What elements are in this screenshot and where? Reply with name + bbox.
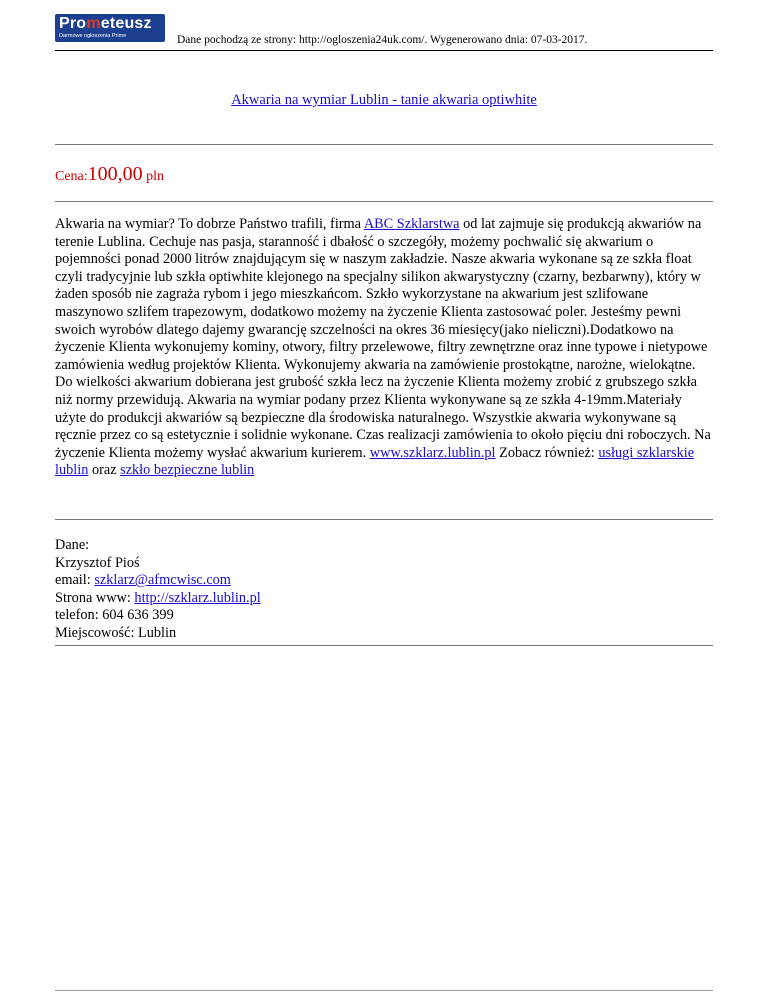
price-value: 100,00 bbox=[87, 163, 143, 185]
logo-wordmark bbox=[59, 15, 152, 33]
logo-wordmark-start: Pro bbox=[59, 15, 87, 32]
www-label: Strona www: bbox=[55, 589, 135, 606]
divider bbox=[55, 519, 713, 520]
header-divider bbox=[55, 50, 713, 51]
logo-tagline: Darmowe ogłoszenia Prime bbox=[59, 33, 127, 39]
source-line: Dane pochodzą ze strony: http://ogloszenia24uk.com/. Wygenerowano dnia: 07-03-2017. bbox=[177, 34, 588, 46]
listing-title-link[interactable]: Akwaria na wymiar Lublin - tanie akwaria optiwhite bbox=[231, 92, 537, 108]
email-link[interactable]: szklarz@afmcwisc.com bbox=[94, 572, 231, 589]
contact-heading: Dane: bbox=[55, 537, 90, 553]
logo-wordmark-accent: m bbox=[86, 15, 101, 32]
listing-title bbox=[0, 92, 768, 109]
divider bbox=[55, 144, 713, 145]
listing-description bbox=[55, 216, 713, 480]
contact-name: Krzysztof Pioś bbox=[55, 554, 140, 571]
description-text: Akwaria na wymiar? To dobrze Państwo trafili, firma bbox=[55, 216, 364, 232]
price-currency: pln bbox=[142, 169, 165, 184]
prometeusz-logo[interactable] bbox=[55, 14, 165, 42]
description-text: oraz bbox=[88, 462, 121, 479]
price bbox=[55, 163, 164, 186]
divider bbox=[55, 645, 713, 646]
contact-city: Miejscowość: Lublin bbox=[55, 624, 177, 641]
logo-wordmark-end: eteusz bbox=[100, 15, 152, 32]
contact-www-row bbox=[55, 590, 713, 608]
page-bottom-rule bbox=[55, 990, 713, 991]
contact-phone: telefon: 604 636 399 bbox=[55, 607, 174, 624]
description-text: od lat zajmuje się produkcją akwariów na terenie Lublina. Cechuje nas pasja, staranność i dbałość o szczegóły, możemy pochwalić się akwarium o pojemności ponad 2000 litrów znajdującym się w naszym zakładzie. Nasze akwaria wykonane są ze szkła float czyli tradycyjnie lub szkła optiwhite klejonego na specjalny silikon akwarystyczny (czarny, bezbarwny), który w żaden sposób nie zagraża rybom i jego mieszkańcom. Szkło wykorzystane na akwarium jest szlifowane maszynowo szlifem trapezowym, dodatkowo możemy na życzenie Klienta zastosować poler. Jesteśmy pewni swoich wyrobów dlatego dajemy gwarancję szczelności na okres 36 miesięcy(jako nieliczni).Dodatkowo na życzenie Klienta wykonujemy kominy, otwory, filtry przelewowe, filtry zewnętrzne oraz inne typowe i nietypowe zamówienia według projektów Klienta. Wykonujemy akwaria na zamówienie prostokątne, narożne, wielokątne. Do wielkości akwarium dobierana jest grubość szkła lecz na życzenie Klienta możemy zrobić z grubszego szkła niż normy przewidują. Akwaria na wymiar podany przez Klienta wykonywane są ze szkła 4-19mm.Materiały użyte do produkcji akwariów są bezpieczne dla środowiska naturalnego. Wszystkie akwaria wykonywane są ręcznie przez co są estetycznie i solidnie wykonane. Czas realizacji zamówienia to około pięciu dni roboczych. Na życzenie Klienta możemy wysłać akwarium kurierem. bbox=[55, 216, 711, 461]
contact-details bbox=[55, 537, 713, 643]
abc-szklarstwa-link[interactable]: ABC Szklarstwa bbox=[363, 216, 460, 232]
contact-email-row bbox=[55, 572, 713, 590]
szklo-bezpieczne-link[interactable]: szkło bezpieczne lublin bbox=[120, 462, 255, 479]
divider bbox=[55, 201, 713, 202]
page-header bbox=[55, 14, 713, 52]
price-label: Cena: bbox=[55, 169, 88, 184]
szklarz-website-link[interactable]: www.szklarz.lublin.pl bbox=[369, 444, 496, 461]
website-link[interactable]: http://szklarz.lublin.pl bbox=[134, 589, 261, 606]
uslugi-szklarskie-link[interactable]: usługi szklarskie lublin bbox=[55, 444, 695, 479]
description-text: Zobacz również: bbox=[495, 444, 599, 461]
email-label: email: bbox=[55, 572, 95, 589]
